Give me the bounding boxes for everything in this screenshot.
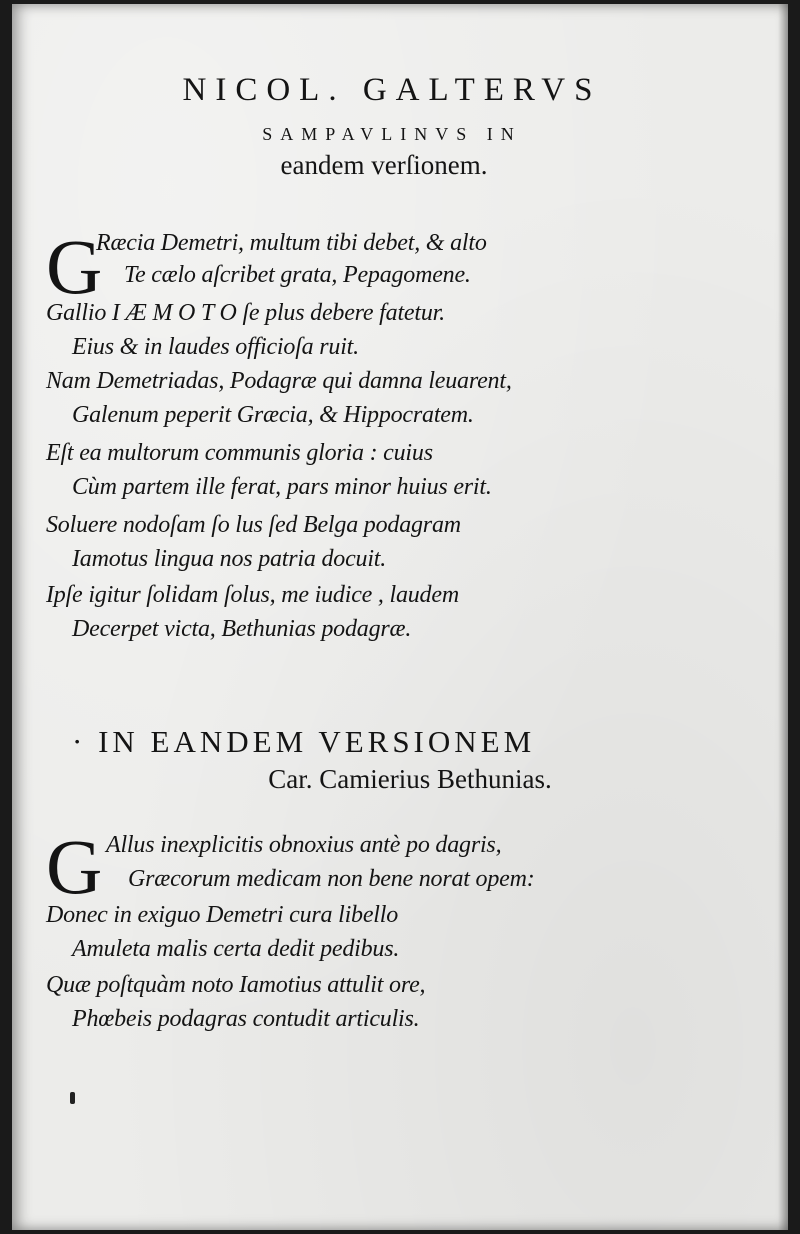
page-edge-shadow: [778, 4, 788, 1230]
heading-subtitle: SAMPAVLINVS IN: [262, 124, 522, 144]
heading-topic: eandem verſionem.: [280, 150, 488, 180]
poem-line: Iamotus lingua nos patria docuit.: [72, 546, 387, 572]
poem-line: Te cælo aſcribet grata, Pepagomene.: [124, 262, 471, 288]
poem-line: Ræcia Demetri, multum tibi debet, & alto: [96, 230, 487, 256]
poem-line: Eius & in laudes officioſa ruit.: [72, 334, 359, 360]
poem-line: Gallio I Æ M O T O ſe plus debere fatetur.: [46, 300, 445, 326]
poem-line: Amuleta malis certa dedit pedibus.: [72, 936, 400, 962]
ink-mark: [70, 1092, 75, 1104]
poem-line: Soluere nodoſam ſo lus ſed Belga podagram: [46, 512, 461, 538]
drop-cap: G: [46, 223, 103, 310]
heading-second-author: Car. Camierius Bethunias.: [268, 764, 552, 794]
poem-line: Eſt ea multorum communis gloria : cuius: [46, 440, 433, 466]
poem-line: Decerpet victa, Bethunias podagræ.: [72, 616, 412, 642]
poem-line: Cùm partem ille ferat, pars minor huius erit.: [72, 474, 492, 500]
poem-line: Donec in exiguo Demetri cura libello: [46, 902, 399, 928]
poem-line: Allus inexplicitis obnoxius antè po dagris,: [106, 832, 502, 858]
drop-cap: G: [46, 823, 103, 910]
heading-author: NICOL. GALTERVS: [182, 72, 602, 108]
poem-line: Phœbeis podagras contudit articulis.: [72, 1006, 420, 1032]
poem-line: Nam Demetriadas, Podagræ qui damna leuarent,: [46, 368, 512, 394]
poem-line: Galenum peperit Græcia, & Hippocratem.: [72, 402, 474, 428]
heading-second: · IN EANDEM VERSIONEM: [72, 724, 536, 759]
book-page: [12, 4, 788, 1230]
poem-line: Græcorum medicam non bene norat opem:: [128, 866, 535, 892]
poem-line: Quæ poſtquàm noto Iamotius attulit ore,: [46, 972, 426, 998]
poem-line: Ipſe igitur ſolidam ſolus, me iudice , laudem: [46, 582, 459, 608]
